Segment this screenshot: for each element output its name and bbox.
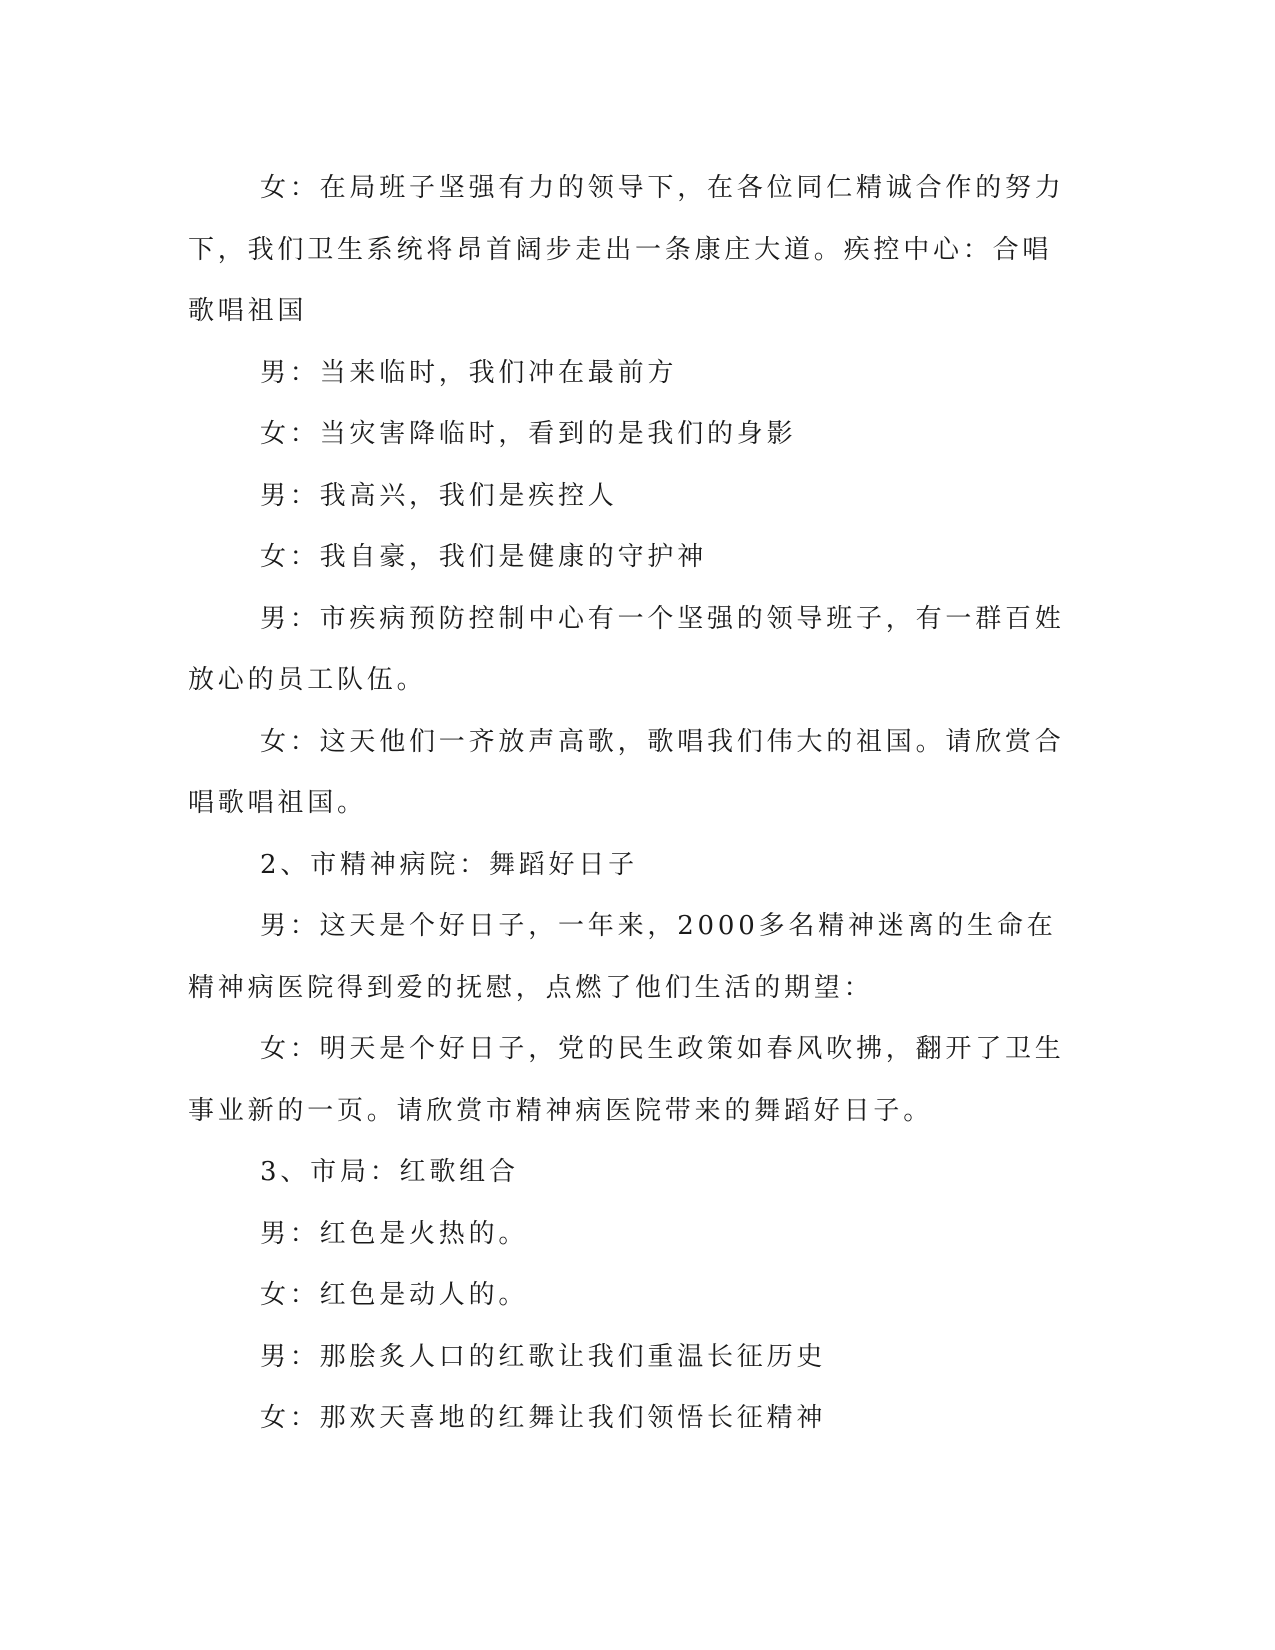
paragraph-male-red-songs: 男：那脍炙人口的红歌让我们重温长征历史 <box>260 1341 827 1372</box>
paragraph-female-tomorrow: 女：明天是个好日子，党的民生政策如春风吹拂，翻开了卫生事业新的一页。请欣赏市精神病医院带来的舞蹈好日子。 <box>188 1034 1065 1126</box>
document-body <box>188 158 1068 1450</box>
paragraph-male-frontline: 男：当来临时，我们冲在最前方 <box>260 357 678 388</box>
section-heading-3: 3、市局：红歌组合 <box>260 1157 519 1187</box>
paragraph-female-red-dance: 女：那欢天喜地的红舞让我们领悟长征精神 <box>260 1403 827 1433</box>
paragraph-female-chorus: 女：这天他们一齐放声高歌，歌唱我们伟大的祖国。请欣赏合唱歌唱祖国。 <box>188 726 1065 818</box>
paragraph-male-happy: 男：我高兴，我们是疾控人 <box>260 480 618 511</box>
paragraph-female-disaster: 女：当灾害降临时，看到的是我们的身影 <box>260 419 797 449</box>
paragraph-female-proud: 女：我自豪，我们是健康的守护神 <box>260 542 708 572</box>
paragraph-female-red-moving: 女：红色是动人的。 <box>260 1280 529 1310</box>
section-heading-2: 2、市精神病院：舞蹈好日子 <box>260 849 638 880</box>
paragraph-female-leadership: 女：在局班子坚强有力的领导下，在各位同仁精诚合作的努力下，我们卫生系统将昂首阔步走出一条康庄大道。疾控中心：合唱歌唱祖国 <box>188 173 1065 326</box>
paragraph-male-red-hot: 男：红色是火热的。 <box>260 1218 529 1249</box>
paragraph-male-good-day: 男：这天是个好日子，一年来，2000多名精神迷离的生命在精神病医院得到爱的抚慰，点燃了他们生活的期望： <box>188 911 1057 1003</box>
paragraph-male-cdc: 男：市疾病预防控制中心有一个坚强的领导班子，有一群百姓放心的员工队伍。 <box>188 603 1065 695</box>
